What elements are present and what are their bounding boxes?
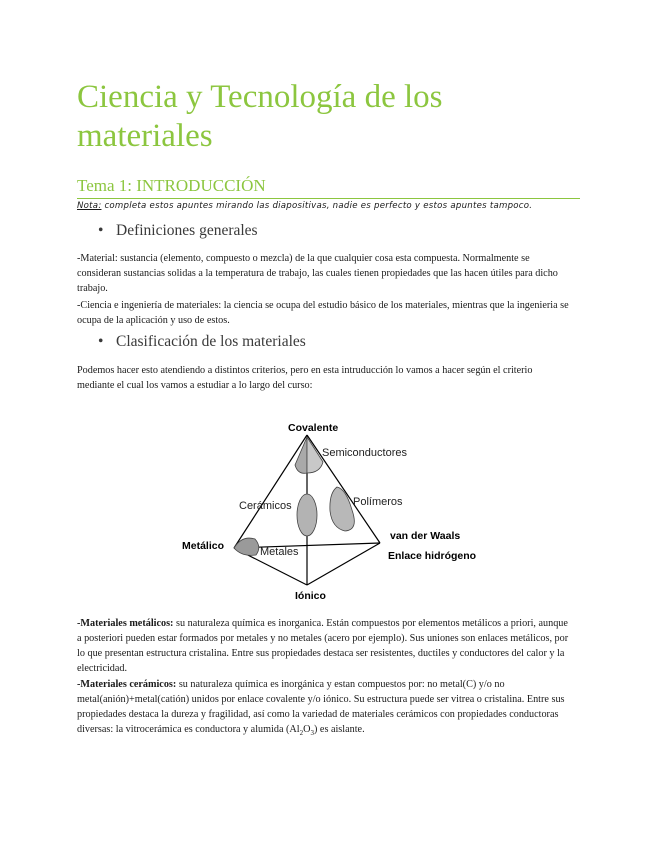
bullet-definiciones bbox=[98, 222, 258, 240]
paragraph-ciencia: -Ciencia e ingeniería de materiales: la ciencia se ocupa del estudio básico de los materiales, mientras que la ingenieria se ocupa de la aplicación y uso de estos. bbox=[77, 300, 569, 326]
bullet-heading: Definiciones generales bbox=[116, 222, 258, 239]
bullet-heading: Clasificación de los materiales bbox=[116, 333, 306, 350]
note-label: Nota: bbox=[77, 201, 102, 211]
paragraph-intro: Podemos hacer esto atendiendo a distintos criterios, pero en esta intruducción lo vamos a hacer según el criterio mediante el cual los vamos a estudiar a lo largo del curso: bbox=[77, 365, 533, 391]
subscript-2: 2 bbox=[299, 729, 304, 738]
region-ceramicos bbox=[297, 494, 317, 536]
note-text: completa estos apuntes mirando las diapositivas, nadie es perfecto y estos apuntes tampoco. bbox=[101, 201, 533, 211]
region-semiconductores bbox=[295, 437, 307, 473]
paragraph-ceramicos-label: -Materiales cerámicos: bbox=[77, 679, 177, 690]
note-line bbox=[77, 201, 580, 211]
bullet-icon: • bbox=[98, 333, 104, 350]
paragraph-metalicos bbox=[77, 616, 569, 676]
paragraph-ceramicos-text: su naturaleza química es inorgánica y estan compuestos por: no metal(C) y/o no metal(anión)+metal(catión) unidos por enlace covalente y/o iónico. Su estructura puede ser vitrea o cristalina. Entre sus propiedades destaca la dureza y fragilidad, así como la variedad de materiales cerámicos con propiedades conductoras diversas: la vitrocerámica es conductora y alumida (Al bbox=[77, 679, 565, 735]
section-title: Tema 1: INTRODUCCIÓN bbox=[77, 176, 580, 199]
label-metalico: Metálico bbox=[182, 540, 225, 552]
region-metales bbox=[234, 538, 259, 555]
subscript-3: 3 bbox=[310, 729, 314, 738]
label-semiconductores: Semiconductores bbox=[322, 447, 407, 459]
label-metales: Metales bbox=[260, 546, 299, 558]
bullet-clasificacion bbox=[98, 333, 306, 351]
paragraph-metalicos-label: -Materiales metálicos: bbox=[77, 618, 174, 629]
bullet-icon: • bbox=[98, 222, 104, 239]
label-ionico: Iónico bbox=[295, 590, 326, 602]
page-title: Ciencia y Tecnología de los materiales bbox=[77, 79, 443, 154]
paragraph-ceramicos bbox=[77, 677, 569, 741]
paragraph-metalicos-text: su naturaleza química es inorganica. Están compuestos por elementos metálicos a priori, aunque a posteriori pueden estar formados por metales y no metales (acero por ejemplo). Sus uniones son enlaces metálicos, por lo que presentan estructura cristalina. Entre sus propiedades destaca ser resistentes, ductiles y conductores del calor y la electricidad. bbox=[77, 618, 569, 674]
paragraph-ceramicos-text-end: ) es aislante. bbox=[313, 724, 365, 735]
label-ceramicos: Cerámicos bbox=[239, 500, 292, 512]
label-enlace-hidrogeno: Enlace hidrógeno bbox=[388, 550, 477, 562]
paragraph-ceramicos-text-o: O bbox=[303, 724, 311, 735]
edge-bottom-right bbox=[307, 543, 380, 585]
label-polimeros: Polímeros bbox=[353, 496, 403, 508]
label-van-der-waals: van der Waals bbox=[390, 530, 461, 542]
region-polimeros bbox=[330, 487, 354, 531]
paragraph-material: -Material: sustancia (elemento, compuesto o mezcla) de la que cualquier cosa esta compuesta. Normalmente se consideran sustancias solidas a la temperatura de trabajo, las cuales tienen propiedades que las hacen útiles para dicho trabajo. bbox=[77, 253, 558, 294]
edge-left bbox=[234, 435, 307, 548]
label-covalente: Covalente bbox=[288, 422, 339, 434]
materials-tetrahedron-diagram bbox=[170, 415, 490, 605]
